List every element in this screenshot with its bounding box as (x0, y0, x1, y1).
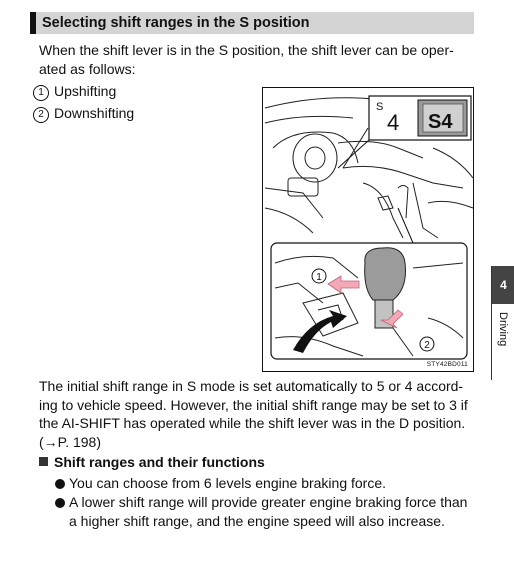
shift-lever-illustration (262, 87, 474, 372)
step-label: Upshifting (54, 83, 117, 99)
chapter-label: Driving (497, 312, 509, 347)
step-downshifting (33, 104, 134, 123)
step-number: 1 (33, 85, 49, 101)
bullet-text: A lower shift range will provide greater engine braking force than a higher shift range, and the engine speed will also increase. (69, 494, 468, 529)
display-small-digit: 4 (387, 110, 400, 135)
callout-2: 2 (424, 340, 430, 351)
step-number: 2 (33, 107, 49, 123)
subsection-heading (39, 454, 265, 470)
bullet-dot-icon (55, 498, 65, 508)
body-paragraph: The initial shift range in S mode is set automatically to 5 or 4 accord-ing to vehicle speed. However, the initial shift range may be set to 3 if the AI-SHIFT has operated while the shift lever was in the D position. (→P. 198) (39, 378, 468, 450)
figure-code: STY42BD011 (426, 361, 468, 368)
display-small-s: S (376, 101, 384, 113)
list-item (55, 493, 475, 531)
bullet-dot-icon (55, 479, 65, 489)
intro-text: When the shift lever is in the S position, the shift lever can be oper-ated as follows: (39, 42, 454, 77)
bullet-text: You can choose from 6 levels engine braking force. (69, 475, 387, 491)
chapter-tab[interactable] (491, 266, 514, 380)
chapter-number: 4 (492, 266, 514, 304)
callout-1: 1 (316, 272, 322, 283)
subsection-title: Shift ranges and their functions (54, 454, 265, 470)
step-label: Downshifting (54, 105, 135, 121)
step-upshifting (33, 82, 116, 101)
list-item (55, 474, 475, 493)
display-large-s4: S4 (428, 111, 453, 133)
section-title: Selecting shift ranges in the S position (30, 12, 474, 34)
illustration-drawing (263, 88, 475, 373)
square-bullet-icon (39, 457, 48, 466)
